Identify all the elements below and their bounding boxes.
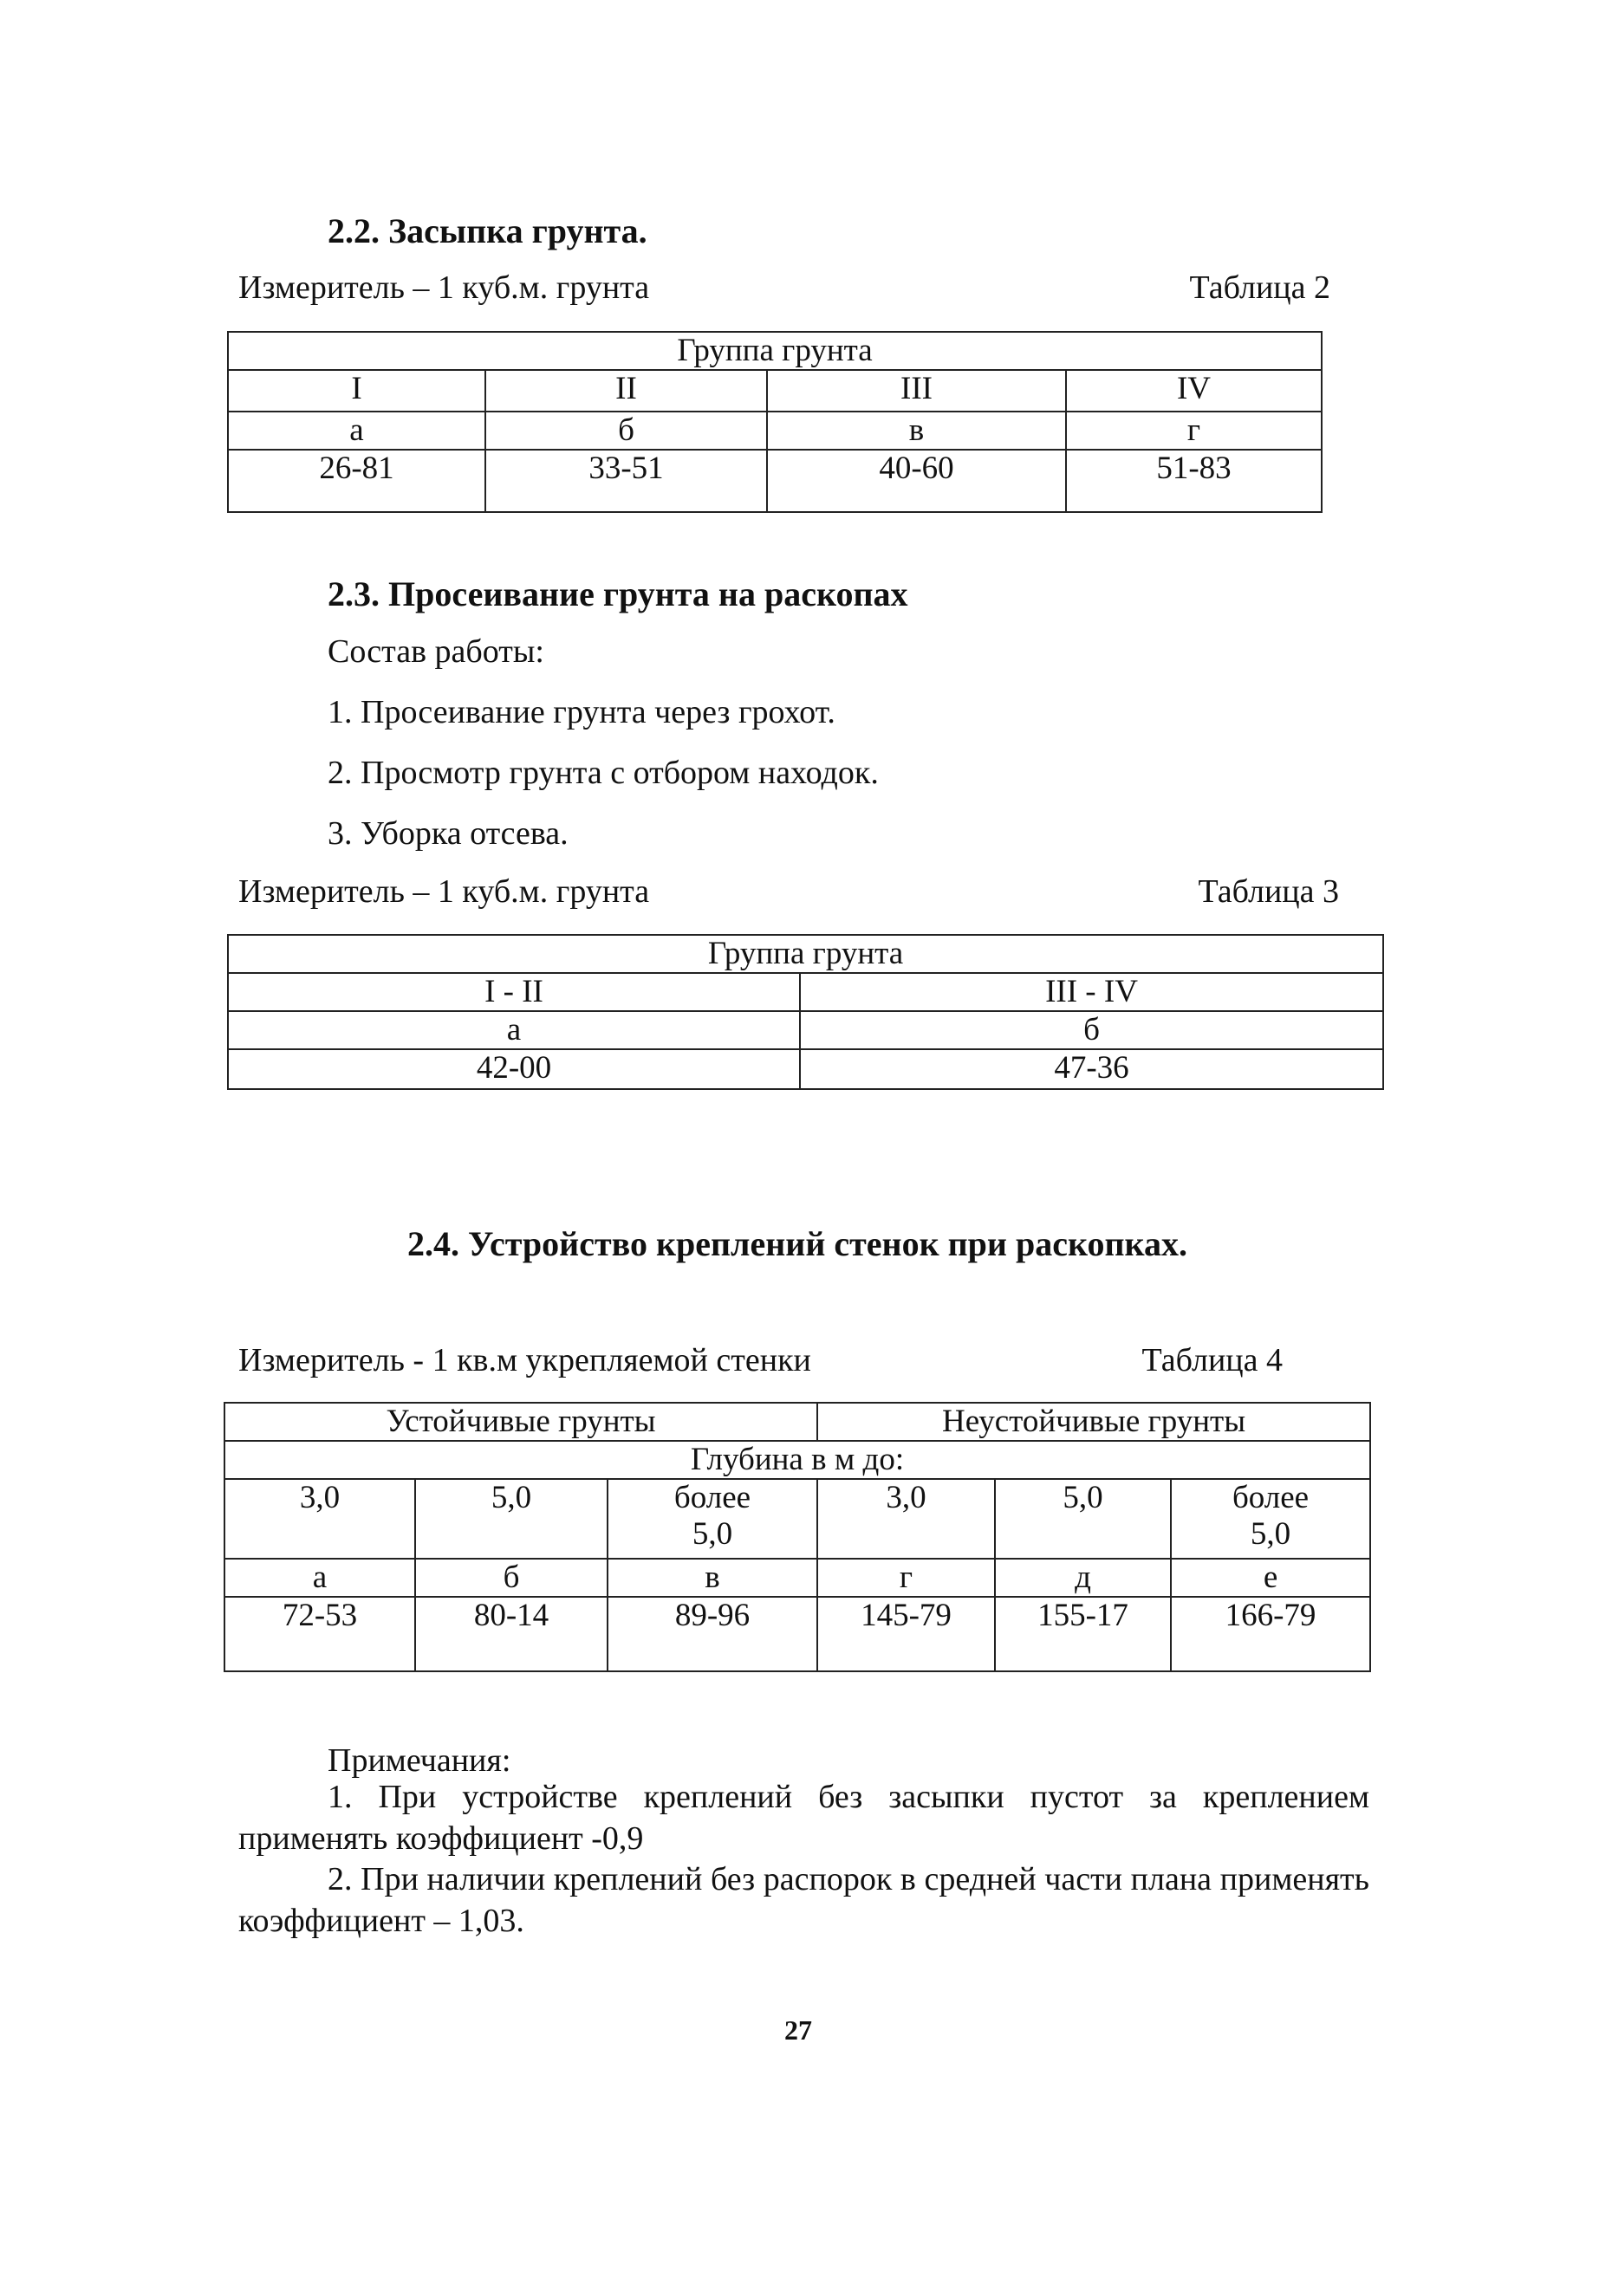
unstable-soils-header: Неустойчивые грунты	[817, 1403, 1370, 1441]
table-4-depth	[415, 1479, 608, 1559]
table-2-group: III	[767, 370, 1066, 412]
table-4-value: 72-53	[224, 1597, 415, 1671]
table-4-depth	[995, 1479, 1171, 1559]
table-4-value: 155-17	[995, 1597, 1171, 1671]
note-item: 2. При наличии креплений без распорок в средней части плана применять коэффициент – 1,03.	[238, 1861, 1369, 1939]
depth-line: 3,0	[299, 1480, 341, 1515]
table-2	[227, 331, 1323, 513]
section-2-3-measure: Измеритель – 1 куб.м. грунта	[238, 873, 650, 910]
table-4-code: г	[817, 1559, 995, 1597]
depth-line: 5,0	[491, 1480, 532, 1515]
table-2-group: IV	[1066, 370, 1322, 412]
table-2-code: а	[228, 412, 485, 450]
table-3-group: III - IV	[800, 973, 1383, 1011]
table-3-value: 42-00	[228, 1049, 800, 1089]
depth-line: 3,0	[886, 1480, 926, 1515]
depth-line: 5,0	[692, 1516, 733, 1552]
table-4-code: а	[224, 1559, 415, 1597]
table-2-value: 33-51	[485, 450, 767, 512]
table-4-depth	[1171, 1479, 1370, 1559]
table-2-code: в	[767, 412, 1066, 450]
table-4	[224, 1402, 1371, 1672]
table-2-group-header: Группа грунта	[228, 332, 1322, 370]
table-4-code: д	[995, 1559, 1171, 1597]
table-2-code: б	[485, 412, 767, 450]
table-2-value: 51-83	[1066, 450, 1322, 512]
table-2-code: г	[1066, 412, 1322, 450]
stable-soils-header: Устойчивые грунты	[224, 1403, 817, 1441]
table-2-group: I	[228, 370, 485, 412]
work-step: 2. Просмотр грунта с отбором находок.	[328, 755, 879, 791]
table-2-label: Таблица 2	[1189, 269, 1330, 306]
work-composition-title: Состав работы:	[328, 633, 544, 670]
table-4-depth	[817, 1479, 995, 1559]
table-3-group-header: Группа грунта	[228, 935, 1383, 973]
section-2-4-measure: Измеритель - 1 кв.м укрепляемой стенки	[238, 1342, 811, 1378]
table-2-group: II	[485, 370, 767, 412]
depth-line: 5,0	[1063, 1480, 1103, 1515]
table-4-value: 145-79	[817, 1597, 995, 1671]
table-4-code: е	[1171, 1559, 1370, 1597]
section-2-3-heading: 2.3. Просеивание грунта на раскопах	[328, 574, 908, 613]
table-3-code: а	[228, 1011, 800, 1049]
notes-title: Примечания:	[328, 1742, 511, 1779]
table-4-code: б	[415, 1559, 608, 1597]
note-item: 1. При устройстве креплений без засыпки пустот за креплением применять коэффициент -0,9	[238, 1779, 1369, 1857]
table-4-depth	[224, 1479, 415, 1559]
table-3	[227, 934, 1384, 1090]
table-3-label: Таблица 3	[1198, 873, 1339, 910]
table-4-label: Таблица 4	[1141, 1342, 1283, 1378]
depth-line: более	[673, 1480, 751, 1515]
table-3-code: б	[800, 1011, 1383, 1049]
table-3-group: I - II	[228, 973, 800, 1011]
table-3-value: 47-36	[800, 1049, 1383, 1089]
table-2-value: 40-60	[767, 450, 1066, 512]
table-2-value: 26-81	[228, 450, 485, 512]
table-4-code: в	[608, 1559, 817, 1597]
depth-header: Глубина в м до:	[224, 1441, 1370, 1479]
section-2-2-measure: Измеритель – 1 куб.м. грунта	[238, 269, 650, 306]
table-4-value: 166-79	[1171, 1597, 1370, 1671]
work-step: 1. Просеивание грунта через грохот.	[328, 694, 835, 730]
depth-line: 5,0	[1250, 1516, 1291, 1552]
table-4-value: 80-14	[415, 1597, 608, 1671]
depth-line: более	[1232, 1480, 1310, 1515]
table-4-value: 89-96	[608, 1597, 817, 1671]
section-2-2-heading: 2.2. Засыпка грунта.	[328, 211, 647, 250]
section-2-4-heading: 2.4. Устройство креплений стенок при раскопках.	[407, 1224, 1187, 1263]
table-4-depth	[608, 1479, 817, 1559]
page-number: 27	[784, 2014, 812, 2046]
work-step: 3. Уборка отсева.	[328, 815, 569, 852]
